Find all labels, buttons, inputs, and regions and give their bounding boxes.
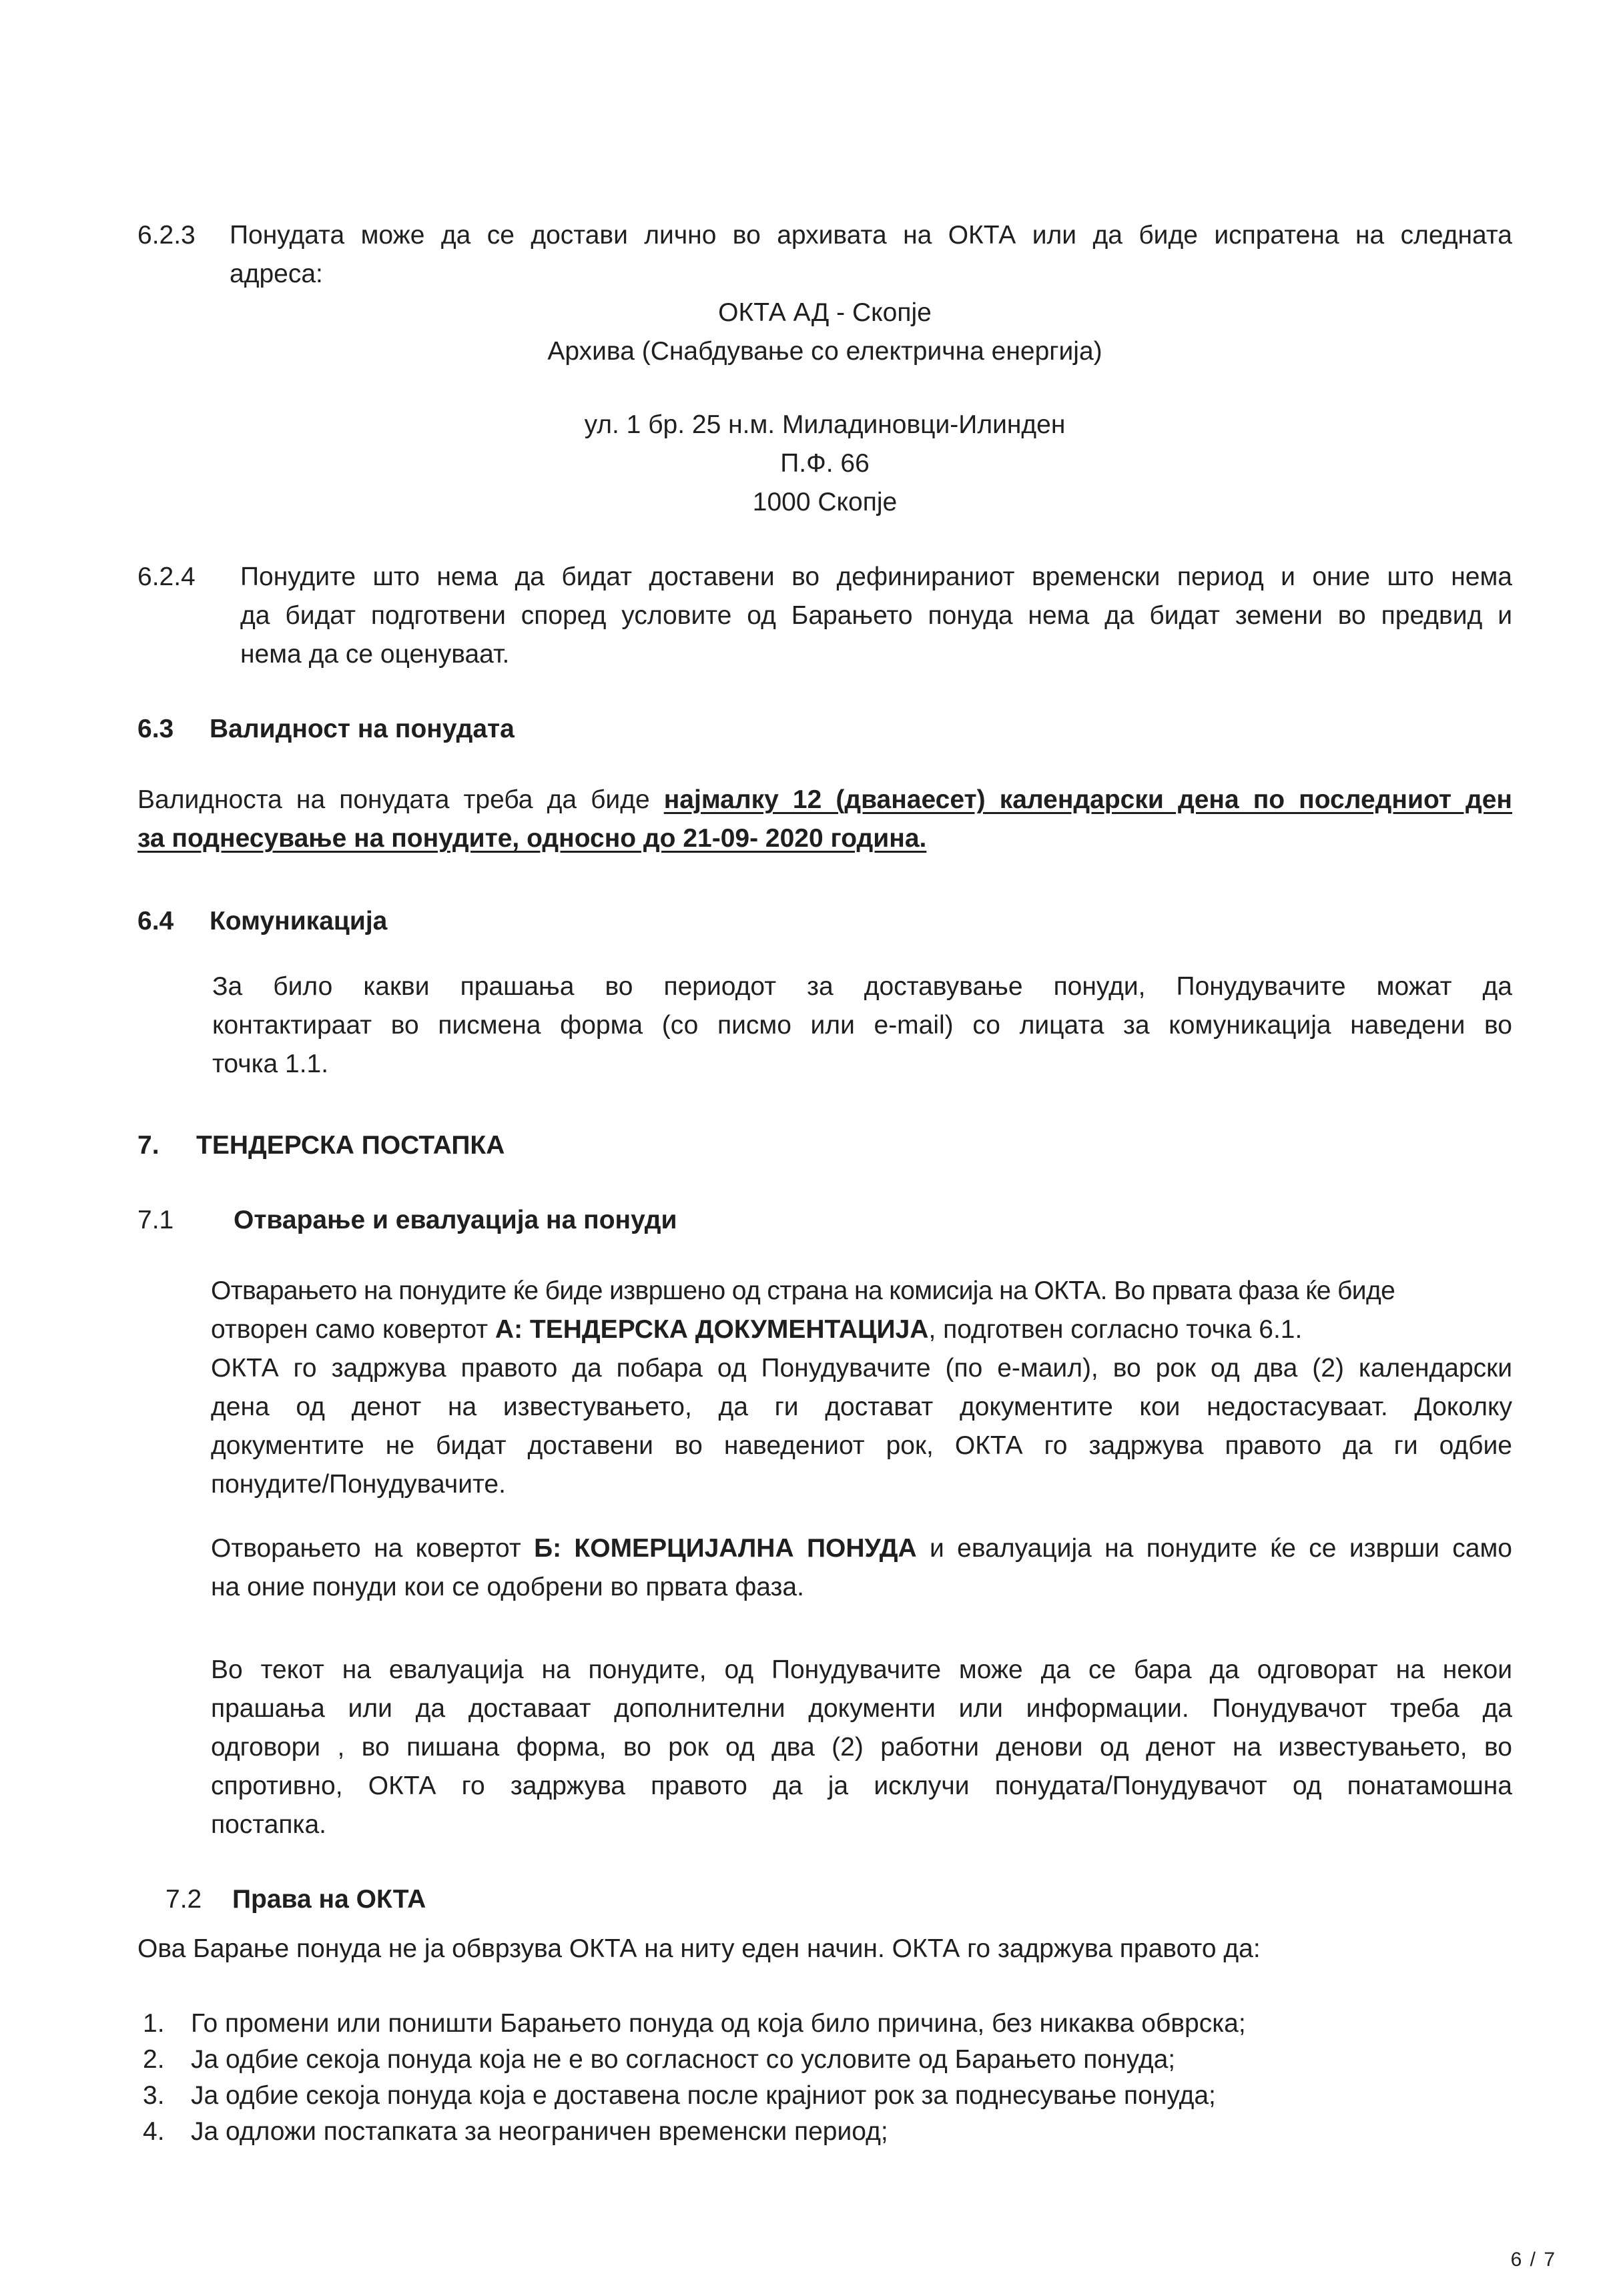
underlined-deadline: најмалку 12 (дванаесет) календарски дена по последниот ден xyxy=(663,785,1512,814)
paragraph-line: да бидат подготвени според условите од Барањето понуда нема да бидат земени во предвид и xyxy=(240,601,1512,630)
section-number: 6.2.3 xyxy=(137,221,196,250)
paragraph-line: постапка. xyxy=(211,1810,326,1839)
section-number: 6.2.4 xyxy=(137,562,196,591)
section-title: ТЕНДЕРСКА ПОСТАПКА xyxy=(196,1131,505,1160)
text-plain: отворен само ковертот xyxy=(211,1315,495,1344)
underlined-deadline: за поднесување на понудите, односно до 21-09- 2020 година. xyxy=(137,824,927,853)
paragraph-line: понудите/Понудувачите. xyxy=(211,1470,506,1499)
text-plain: Отворањето на ковертот xyxy=(211,1534,535,1563)
list-number: 4. xyxy=(143,2117,165,2146)
paragraph-line: адреса: xyxy=(230,260,323,288)
section-7-1-paragraph-1 xyxy=(211,1272,1512,1504)
paragraph-line: За било какви прашања во периодот за доставување понуди, Понудувачите можат да xyxy=(212,972,1512,1001)
section-6-4-text xyxy=(212,968,1512,1084)
list-item xyxy=(137,2040,1512,2076)
paragraph-line: контактираат во писмена форма (со писмо или e-mail) со лицата за комуникација наведени во xyxy=(212,1011,1512,1040)
paragraph-line: прашања или да доставаат дополнителни документи или информации. Понудувачот треба да xyxy=(211,1694,1512,1723)
list-text: Ја одложи постапката за неограничен временски период; xyxy=(191,2117,888,2146)
list-text: Ја одбие секоја понуда која не е во согласност со условите од Барањето понуда; xyxy=(191,2045,1176,2074)
text-plain: , подготвен согласно точка 6.1. xyxy=(928,1315,1303,1344)
paragraph-line: Понудите што нема да бидат доставени во дефинираниот временски период и оние што нема xyxy=(240,562,1512,591)
section-title: Комуникација xyxy=(210,907,388,935)
section-number: 7.1 xyxy=(137,1206,174,1234)
section-title: Права на ОКТА xyxy=(232,1885,426,1914)
section-number: 7. xyxy=(137,1131,159,1160)
section-title: Валидност на понудата xyxy=(210,715,515,743)
section-number: 6.3 xyxy=(137,715,174,743)
list-item xyxy=(137,2076,1512,2113)
paragraph-line: Понудата може да се достави лично во архивата на ОКТА или да биде испратена на следната xyxy=(230,221,1512,250)
section-6-2-4 xyxy=(137,558,1512,674)
list-number: 1. xyxy=(143,2009,165,2038)
section-7-1-paragraph-3 xyxy=(211,1651,1512,1844)
section-6-3-text xyxy=(137,781,1512,858)
list-text: Го промени или поништи Барањето понуда од која било причина, без никаква обврска; xyxy=(191,2009,1246,2038)
address-line: 1000 Скопје xyxy=(752,488,898,516)
list-number: 3. xyxy=(143,2081,165,2110)
paragraph-line: Ова Барање понуда не ја обврзува ОКТА на ниту еден начин. ОКТА го задржува правото да: xyxy=(137,1934,1261,1963)
paragraph-line: дена од денот на известувањето, да ги достават документите кои недостасуваат. Доколку xyxy=(211,1393,1512,1421)
paragraph-line: точка 1.1. xyxy=(212,1050,329,1078)
text-plain: и евалуација на понудите ќе се изврши само xyxy=(916,1534,1512,1563)
section-7-1-heading xyxy=(137,1201,1072,1240)
section-6-3-heading xyxy=(137,710,1072,749)
section-6-4-heading xyxy=(137,902,1072,941)
section-7-2-heading xyxy=(166,1880,1100,1919)
section-number: 7.2 xyxy=(166,1885,202,1914)
address-spacer xyxy=(137,371,1512,406)
envelope-a-label: А: ТЕНДЕРСКА ДОКУМЕНТАЦИЈА xyxy=(495,1315,929,1344)
list-item xyxy=(137,2004,1512,2040)
rights-list xyxy=(137,2004,1512,2149)
address-line: П.Ф. 66 xyxy=(780,449,870,478)
page-number: 6 / 7 xyxy=(1510,2249,1556,2271)
address-line: Архива (Снабдување со електрична енергија) xyxy=(547,337,1102,366)
list-text: Ја одбие секоја понуда која е доставена после крајниот рок за поднесување понуда; xyxy=(191,2081,1216,2110)
list-number: 2. xyxy=(143,2045,165,2074)
address-line: ул. 1 бр. 25 н.м. Миладиновци-Илинден xyxy=(584,410,1066,439)
text-plain: Валидноста на понудата треба да биде xyxy=(137,785,664,814)
paragraph-line: одговори , во пишана форма, во рок од два (2) работни денови од денот на известувањето, во xyxy=(211,1733,1512,1762)
address-block xyxy=(137,294,1512,522)
paragraph-line: документите не бидат доставени во наведениот рок, ОКТА го задржува правото да ги одбие xyxy=(211,1431,1512,1460)
envelope-b-label: Б: КОМЕРЦИЈАЛНА ПОНУДА xyxy=(534,1534,917,1563)
section-7-heading xyxy=(137,1126,1072,1165)
paragraph-line: нема да се оценуваат. xyxy=(240,640,510,669)
paragraph-line: ОКТА го задржува правото да побара од Понудувачите (по е-маил), во рок од два (2) календарски xyxy=(211,1354,1512,1383)
paragraph-line xyxy=(211,1529,1512,1568)
paragraph-line: Во текот на евалуација на понудите, од Понудувачите може да се бара да одговорат на некои xyxy=(211,1655,1512,1684)
section-7-1-paragraph-2 xyxy=(211,1529,1512,1607)
paragraph-line: спротивно, ОКТА го задржува правото да ја исклучи понудата/Понудувачот од понатамошна xyxy=(211,1772,1512,1800)
paragraph-line xyxy=(137,781,1512,819)
paragraph-line: Отварањето на понудите ќе биде извршено од страна на комисија на ОКТА. Во првата фаза ќе биде xyxy=(211,1276,1395,1305)
section-6-2-3 xyxy=(137,216,1512,294)
section-7-2-intro xyxy=(137,1930,1512,1968)
section-title: Отварање и евалуација на понуди xyxy=(234,1206,677,1234)
section-number: 6.4 xyxy=(137,907,174,935)
paragraph-line xyxy=(211,1310,1512,1349)
address-line: ОКТА АД - Скопје xyxy=(718,298,932,327)
list-item xyxy=(137,2113,1512,2149)
paragraph-line: на оние понуди кои се одобрени во првата фаза. xyxy=(211,1573,804,1601)
